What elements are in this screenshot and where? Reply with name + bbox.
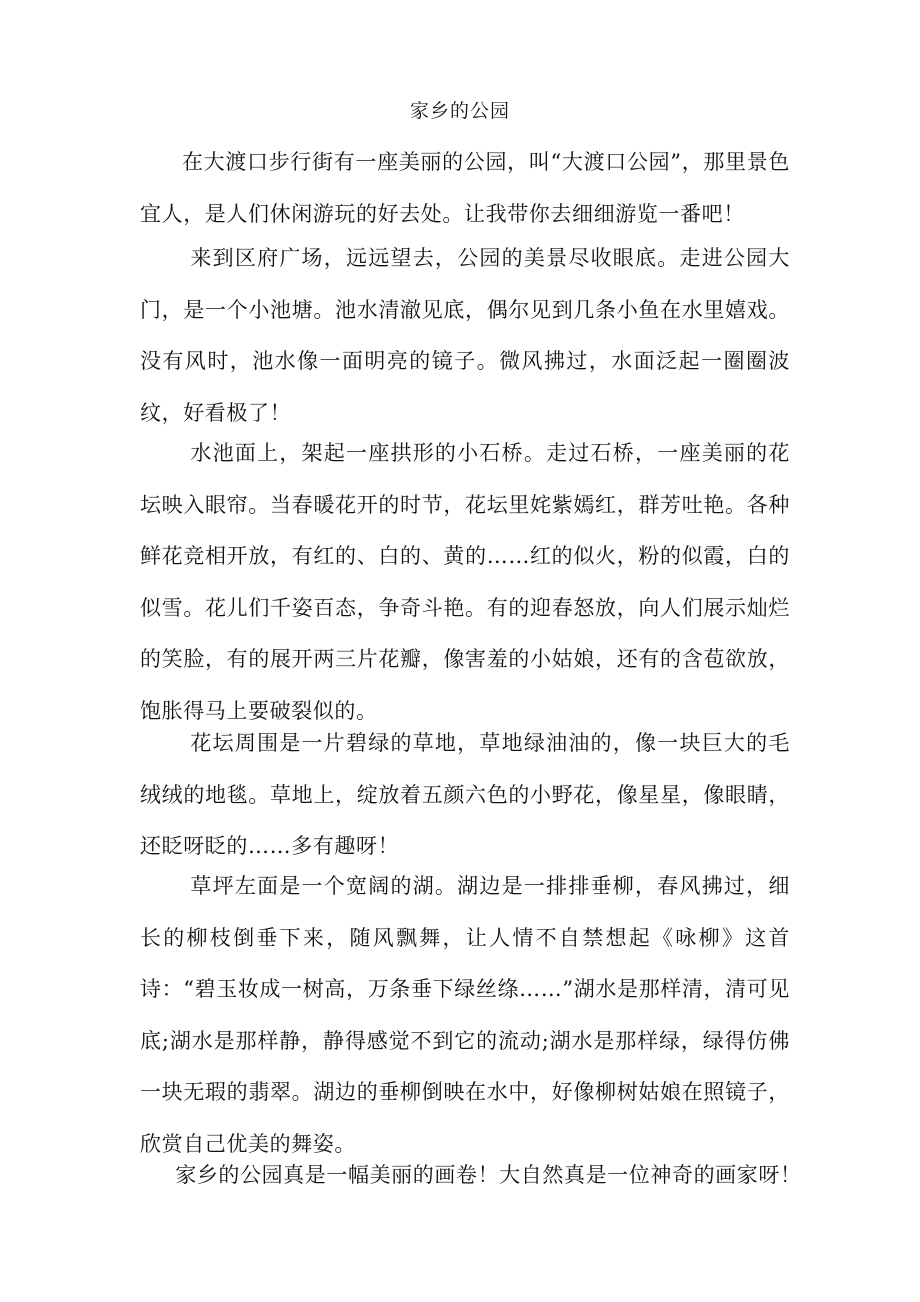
paragraph-intro: 在大渡口步行街有一座美丽的公园，叫“大渡口公园”，那里景色宜人，是人们休闲游玩的好去处。让我带你去细细游览一番吧！ bbox=[140, 150, 790, 226]
paragraph-flower-bed: 水池面上，架起一座拱形的小石桥。走过石桥，一座美丽的花坛映入眼帘。当春暖花开的时节，花坛里姹紫嫣红，群芳吐艳。各种鲜花竞相开放，有红的、白的、黄的……红的似火，粉的似霞，白的似雪。花儿们千姿百态，争奇斗艳。有的迎春怒放，向人们展示灿烂的笑脸，有的展开两三片花瓣，像害羞的小姑娘，还有的含苞欲放，饱胀得马上要破裂似的。 bbox=[140, 441, 790, 723]
paragraph-pond: 来到区府广场，远远望去，公园的美景尽收眼底。走进公园大门，是一个小池塘。池水清澈见底，偶尔见到几条小鱼在水里嬉戏。没有风时，池水像一面明亮的镜子。微风拂过，水面泛起一圈圈波纹，好看极了！ bbox=[140, 246, 790, 425]
document-title: 家乡的公园 bbox=[409, 100, 510, 122]
paragraph-lake: 草坪左面是一个宽阔的湖。湖边是一排排垂柳，春风拂过，细长的柳枝倒垂下来，随风飘舞，让人情不自禁想起《咏柳》这首诗：“碧玉妆成一树高，万条垂下绿丝绦……”湖水是那样清，清可见底;湖水是那样静，静得感觉不到它的流动;湖水是那样绿，绿得仿佛一块无瑕的翡翠。湖边的垂柳倒映在水中，好像柳树姑娘在照镜子，欣赏自己优美的舞姿。 bbox=[140, 874, 790, 1156]
paragraph-conclusion: 家乡的公园真是一幅美丽的画卷！大自然真是一位神奇的画家呀！ bbox=[175, 1163, 802, 1187]
paragraph-lawn: 花坛周围是一片碧绿的草地，草地绿油油的，像一块巨大的毛绒绒的地毯。草地上，绽放着五颜六色的小野花，像星星，像眼睛，还眨呀眨的……多有趣呀！ bbox=[140, 731, 790, 858]
